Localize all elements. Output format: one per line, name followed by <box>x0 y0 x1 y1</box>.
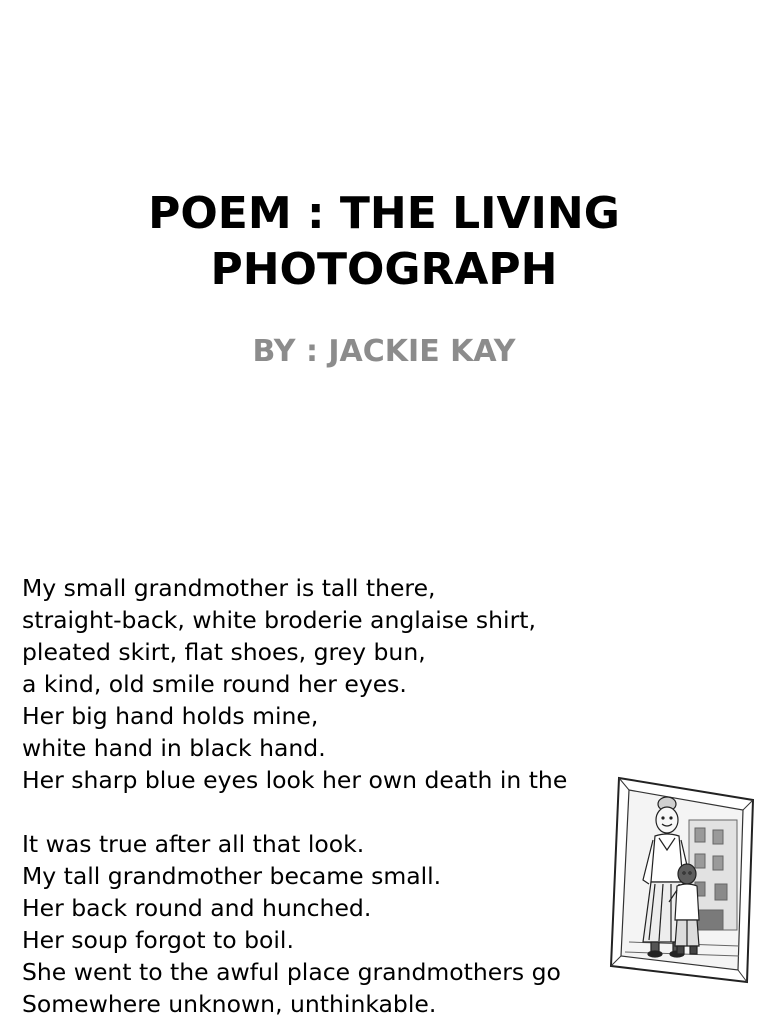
grandmother-and-child-photo-illustration <box>607 770 768 988</box>
poem-line: white hand in black hand. <box>22 734 326 762</box>
poem-line: Her back round and hunched. <box>22 894 372 922</box>
poem-line: Her sharp blue eyes look her own death in the <box>22 766 568 794</box>
poem-line: She went to the awful place grandmothers go <box>22 958 561 986</box>
poem-line: My small grandmother is tall there, <box>22 574 436 602</box>
poem-line: a kind, old smile round her eyes. <box>22 670 407 698</box>
slide-title-line-2: PHOTOGRAPH <box>210 244 558 295</box>
poem-line: straight-back, white broderie anglaise shirt, <box>22 606 536 634</box>
photo-illustration-drawing <box>607 770 768 988</box>
poem-line: My tall grandmother became small. <box>22 862 442 890</box>
poem-line: It was true after all that look. <box>22 830 365 858</box>
poem-line: pleated skirt, flat shoes, grey bun, <box>22 638 426 666</box>
slide-subtitle-author: BY : JACKIE KAY <box>252 334 516 369</box>
poem-line: Her soup forgot to boil. <box>22 926 294 954</box>
poem-line: Her big hand holds mine, <box>22 702 319 730</box>
slide-title-line-1: POEM : THE LIVING <box>148 188 620 239</box>
slide-title <box>0 186 768 298</box>
poem-line: Somewhere unknown, unthinkable. <box>22 990 437 1018</box>
